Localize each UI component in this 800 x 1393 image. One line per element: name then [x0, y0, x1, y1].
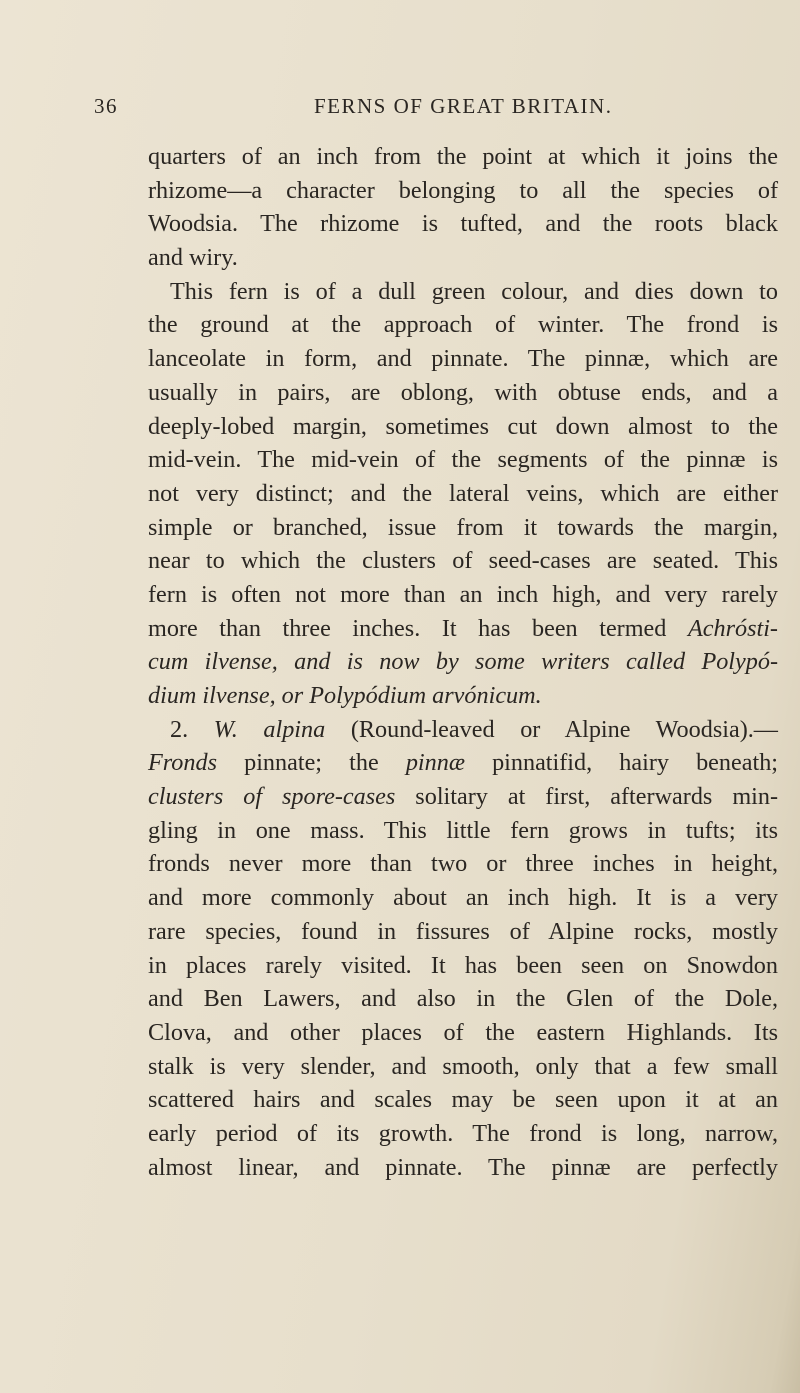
text-line: almost linear, and pinnate. The pinnæ are perfectly [148, 1153, 778, 1181]
italic-term: Polypódium arvónicum. [309, 682, 542, 709]
text-line: the ground at the approach of winter. The frond is [148, 311, 778, 339]
text-line: fronds never more than two or three inches in height, [148, 850, 778, 878]
species-name: W. alpina [213, 715, 326, 743]
text-line: in places rarely visited. It has been seen on Snowdon [148, 951, 778, 979]
text-line: and Ben Lawers, and also in the Glen of the Dole, [148, 985, 778, 1013]
text-line: simple or branched, issue from it towards the margin, [148, 513, 778, 541]
text-line [148, 612, 778, 646]
text-line: not very distinct; and the lateral veins, which are either [148, 479, 778, 507]
text-line: Woodsia. The rhizome is tufted, and the roots black [148, 210, 778, 238]
italic-term: clusters of spore-cases [148, 783, 396, 811]
running-head [94, 94, 734, 126]
text-line: rare species, found in fissures of Alpine rocks, mostly [148, 917, 778, 945]
line-text: pinnatifid, hairy beneath; [464, 749, 779, 777]
text-line: usually in pairs, are oblong, with obtuse ends, and a [148, 378, 778, 406]
text-line: mid-vein. The mid-vein of the segments of the pinnæ is [148, 446, 778, 474]
italic-term: dium ilvense, or [148, 682, 304, 709]
text-line: scattered hairs and scales may be seen upon it at an [148, 1086, 778, 1114]
text-line: early period of its growth. The frond is long, narrow, [148, 1119, 778, 1147]
text-line [148, 746, 778, 780]
book-title: FERNS OF GREAT BRITAIN. [314, 94, 613, 118]
text-line [148, 679, 778, 713]
text-line: rhizome—a character belonging to all the species of [148, 176, 778, 204]
line-text: solitary at first, afterwards min- [395, 783, 779, 811]
text-line [148, 713, 778, 747]
line-text: more than three inches. It has been termed [148, 614, 667, 642]
italic-term: Polypó- [701, 648, 779, 676]
text-line: gling in one mass. This little fern grows in tufts; its [148, 816, 778, 844]
text-line: near to which the clusters of seed-cases are seated. This [148, 547, 778, 575]
body-text [148, 140, 778, 1184]
page-number: 36 [94, 94, 118, 118]
species-number: 2. [170, 715, 189, 743]
line-text: (Round-leaved or Alpine Woodsia).— [325, 715, 778, 743]
text-line: and wiry. [148, 244, 238, 272]
text-line: This fern is of a dull green colour, and dies down to [170, 277, 778, 305]
text-line: stalk is very slender, and smooth, only that a few small [148, 1052, 778, 1080]
line-text: pinnate; the [244, 749, 379, 777]
text-line: quarters of an inch from the point at which it joins the [148, 143, 778, 170]
italic-term: pinnæ [405, 749, 465, 777]
text-line: lanceolate in form, and pinnate. The pinnæ, which are [148, 345, 778, 373]
italic-term: cum ilvense, and is now by some writers called [148, 648, 686, 676]
text-line [148, 780, 778, 814]
italic-term: Fronds [148, 749, 217, 777]
text-line [148, 645, 778, 679]
text-line: and more commonly about an inch high. It is a very [148, 884, 778, 912]
text-line: fern is often not more than an inch high, and very rarely [148, 580, 778, 608]
text-line: Clova, and other places of the eastern Highlands. Its [148, 1018, 778, 1046]
italic-term: Achrósti- [687, 614, 778, 642]
text-line: deeply-lobed margin, sometimes cut down almost to the [148, 412, 778, 440]
